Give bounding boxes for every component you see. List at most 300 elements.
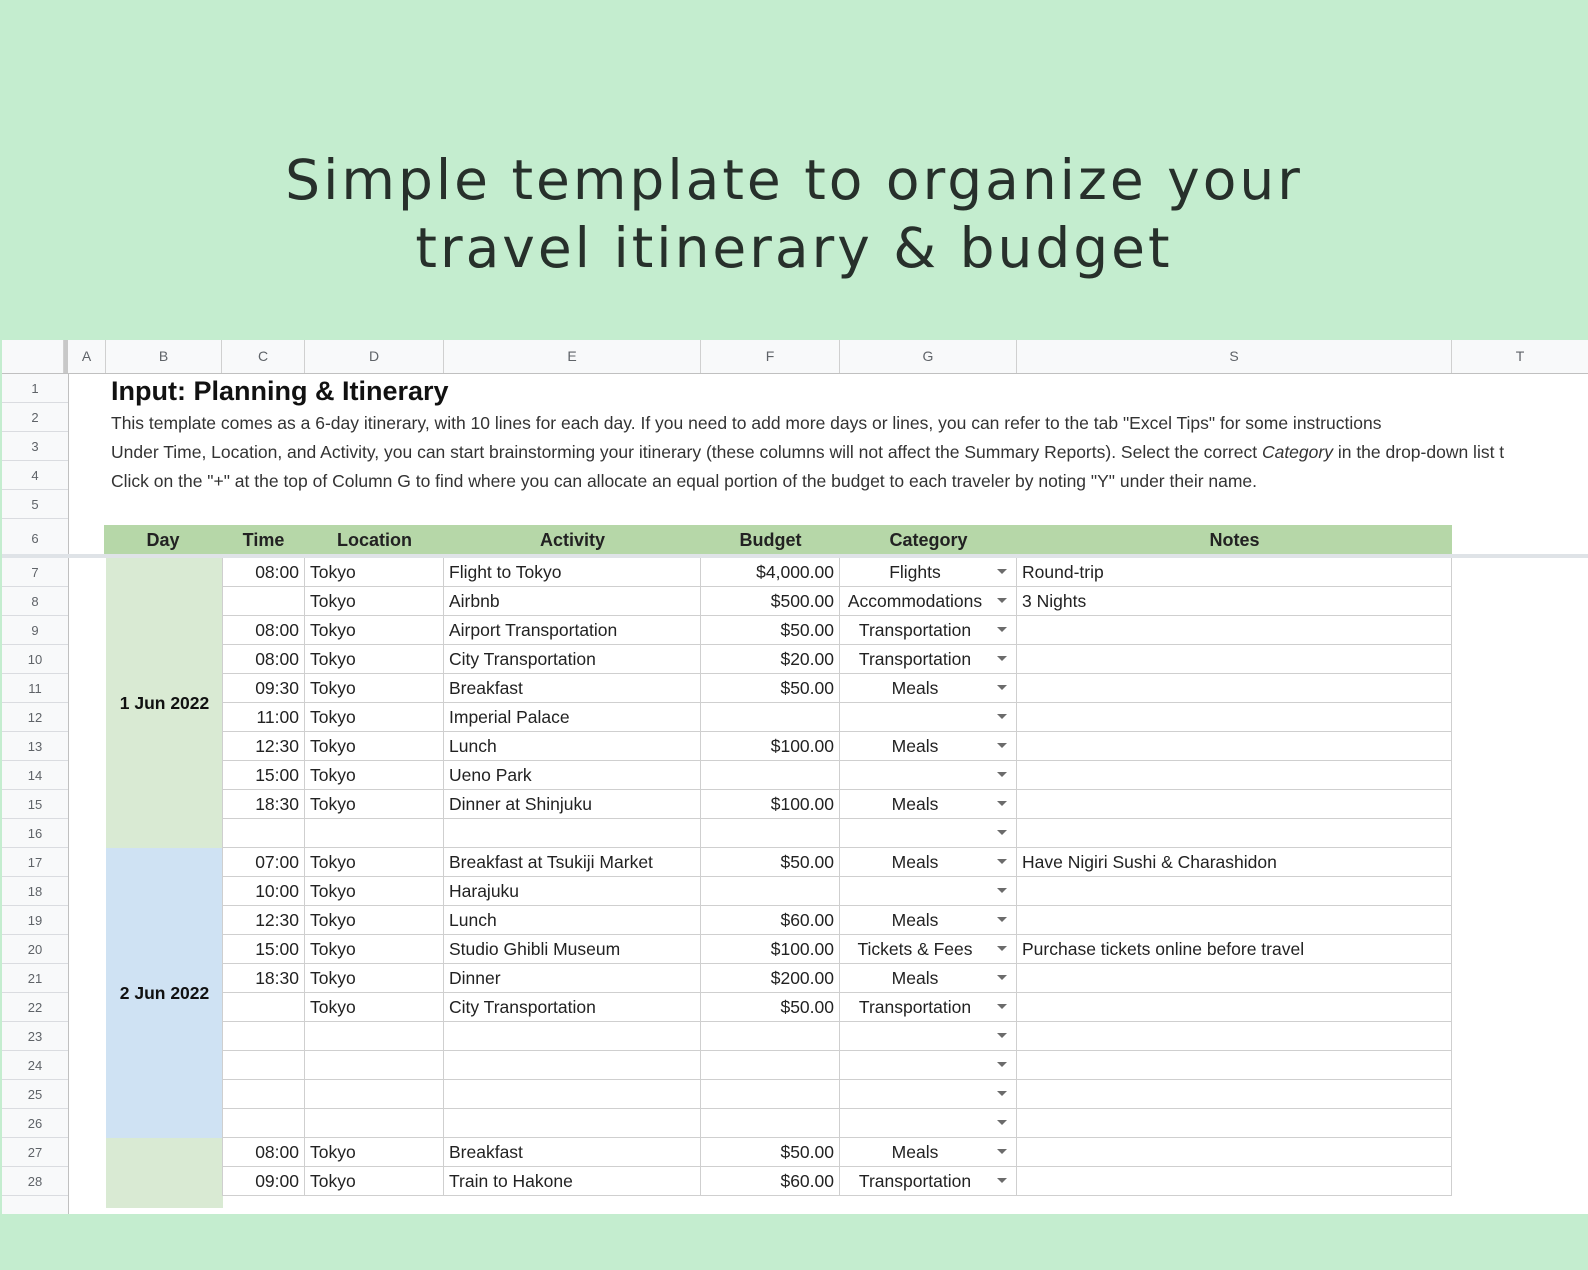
- category-dropdown[interactable]: [840, 819, 1017, 847]
- time-cell[interactable]: [222, 1022, 305, 1050]
- budget-cell-text: $500.00: [770, 591, 834, 611]
- time-cell-text: 15:00: [255, 765, 299, 785]
- category-dropdown[interactable]: [840, 906, 1017, 934]
- activity-cell[interactable]: [444, 1080, 701, 1108]
- notes-cell[interactable]: [1017, 1080, 1452, 1108]
- time-cell-text: 12:30: [255, 736, 299, 756]
- location-cell[interactable]: [305, 964, 444, 992]
- budget-cell[interactable]: [701, 1022, 840, 1050]
- location-cell[interactable]: [305, 1051, 444, 1079]
- category-dropdown[interactable]: [840, 848, 1017, 876]
- time-cell-text: 09:30: [255, 678, 299, 698]
- activity-cell[interactable]: [444, 1051, 701, 1079]
- dropdown-arrow-icon[interactable]: [997, 830, 1007, 835]
- table-row: [222, 790, 1452, 819]
- row-number[interactable]: 7: [2, 558, 68, 587]
- row-number[interactable]: 23: [2, 1022, 68, 1051]
- time-cell-text: 09:00: [255, 1171, 299, 1191]
- dropdown-arrow-icon[interactable]: [997, 1149, 1007, 1154]
- budget-cell[interactable]: [701, 616, 840, 644]
- budget-cell[interactable]: [701, 1167, 840, 1195]
- activity-cell-text: Breakfast: [449, 678, 523, 698]
- location-cell[interactable]: [305, 587, 444, 615]
- table-row: [222, 848, 1452, 877]
- budget-cell[interactable]: [701, 1080, 840, 1108]
- location-cell-text: Tokyo: [310, 736, 356, 756]
- budget-cell[interactable]: [701, 993, 840, 1021]
- location-cell[interactable]: [305, 674, 444, 702]
- budget-cell[interactable]: [701, 587, 840, 615]
- activity-cell-text: City Transportation: [449, 997, 596, 1017]
- column-header-f[interactable]: F: [701, 340, 840, 373]
- notes-cell[interactable]: [1017, 906, 1452, 934]
- table-row: [222, 587, 1452, 616]
- notes-cell[interactable]: [1017, 964, 1452, 992]
- budget-cell-text: $20.00: [780, 649, 834, 669]
- activity-cell-text: City Transportation: [449, 649, 596, 669]
- budget-cell[interactable]: [701, 935, 840, 963]
- budget-cell[interactable]: [701, 819, 840, 847]
- activity-cell[interactable]: [444, 1109, 701, 1137]
- time-cell[interactable]: [222, 732, 305, 760]
- activity-cell-text: Airbnb: [449, 591, 500, 611]
- location-cell-text: Tokyo: [310, 649, 356, 669]
- location-cell[interactable]: [305, 1022, 444, 1050]
- location-cell-text: Tokyo: [310, 562, 356, 582]
- location-cell-text: Tokyo: [310, 1171, 356, 1191]
- header-activity[interactable]: Activity: [444, 525, 701, 555]
- category-dropdown[interactable]: [840, 1080, 1017, 1108]
- activity-cell[interactable]: [444, 935, 701, 963]
- time-cell[interactable]: [222, 703, 305, 731]
- location-cell[interactable]: [305, 877, 444, 905]
- category-dropdown-text: Tickets & Fees: [857, 939, 973, 959]
- category-dropdown-text: Accommodations: [847, 591, 983, 611]
- time-cell[interactable]: [222, 645, 305, 673]
- instruction-line-3: Under Time, Location, and Activity, you can start brainstorming your itinerary (these columns will not affect the Summary Reports). Select the correct Category in the drop-down list t: [111, 442, 1505, 462]
- row-number[interactable]: 21: [2, 964, 68, 993]
- row-number[interactable]: 8: [2, 587, 68, 616]
- day-cell[interactable]: [106, 1138, 223, 1208]
- notes-cell[interactable]: [1017, 558, 1452, 586]
- row-number[interactable]: 16: [2, 819, 68, 848]
- category-dropdown[interactable]: [840, 1138, 1017, 1166]
- activity-cell-text: Imperial Palace: [449, 707, 570, 727]
- activity-cell[interactable]: [444, 819, 701, 847]
- row-number[interactable]: 22: [2, 993, 68, 1022]
- time-cell[interactable]: [222, 906, 305, 934]
- instruction-line-4: Click on the "+" at the top of Column G to find where you can allocate an equal portion of the budget to each traveler by noting "Y" under their name.: [111, 471, 1258, 491]
- category-dropdown[interactable]: [840, 790, 1017, 818]
- dropdown-arrow-icon[interactable]: [997, 1033, 1007, 1038]
- budget-cell-text: $4,000.00: [756, 562, 834, 582]
- row-number[interactable]: 11: [2, 674, 68, 703]
- notes-cell-text: Have Nigiri Sushi & Charashidon: [1022, 852, 1277, 872]
- notes-cell[interactable]: [1017, 761, 1452, 789]
- time-cell-text: 11:00: [256, 707, 299, 727]
- activity-cell[interactable]: [444, 964, 701, 992]
- column-header-bar: [2, 340, 1588, 374]
- row-number[interactable]: 5: [2, 490, 68, 519]
- column-header-a[interactable]: A: [68, 340, 106, 373]
- activity-cell[interactable]: [444, 1167, 701, 1195]
- table-row: [222, 558, 1452, 587]
- category-dropdown-text: Transportation: [858, 620, 972, 640]
- time-cell[interactable]: [222, 964, 305, 992]
- location-cell-text: Tokyo: [310, 765, 356, 785]
- time-cell-text: 10:00: [255, 881, 299, 901]
- activity-cell[interactable]: [444, 1022, 701, 1050]
- table-row: [222, 993, 1452, 1022]
- category-dropdown[interactable]: [840, 674, 1017, 702]
- row-number[interactable]: 14: [2, 761, 68, 790]
- table-row: [222, 1138, 1452, 1167]
- location-cell[interactable]: [305, 819, 444, 847]
- dropdown-arrow-icon[interactable]: [997, 743, 1007, 748]
- location-cell[interactable]: [305, 906, 444, 934]
- category-dropdown[interactable]: [840, 1109, 1017, 1137]
- budget-cell[interactable]: [701, 964, 840, 992]
- dropdown-arrow-icon[interactable]: [997, 1120, 1007, 1125]
- activity-cell[interactable]: [444, 1138, 701, 1166]
- notes-cell-text: Round-trip: [1022, 562, 1104, 582]
- category-dropdown-text: Meals: [891, 910, 939, 930]
- time-cell[interactable]: [222, 790, 305, 818]
- category-dropdown[interactable]: [840, 877, 1017, 905]
- dropdown-arrow-icon[interactable]: [997, 656, 1007, 661]
- dropdown-arrow-icon[interactable]: [997, 569, 1007, 574]
- category-dropdown-text: Transportation: [858, 1171, 972, 1191]
- notes-cell[interactable]: [1017, 732, 1452, 760]
- location-cell-text: Tokyo: [310, 881, 356, 901]
- activity-cell[interactable]: [444, 616, 701, 644]
- notes-cell[interactable]: [1017, 1138, 1452, 1166]
- activity-cell[interactable]: [444, 906, 701, 934]
- dropdown-arrow-icon[interactable]: [997, 801, 1007, 806]
- budget-cell[interactable]: [701, 732, 840, 760]
- notes-cell[interactable]: [1017, 645, 1452, 673]
- budget-cell[interactable]: [701, 790, 840, 818]
- activity-cell-text: Dinner: [449, 968, 501, 988]
- table-row: [222, 906, 1452, 935]
- row-number[interactable]: 17: [2, 848, 68, 877]
- notes-cell-text: Purchase tickets online before travel: [1022, 939, 1305, 959]
- row-number[interactable]: 3: [2, 432, 68, 461]
- time-cell[interactable]: [222, 877, 305, 905]
- header-budget[interactable]: Budget: [701, 525, 840, 555]
- row-number[interactable]: 15: [2, 790, 68, 819]
- time-cell[interactable]: [222, 848, 305, 876]
- dropdown-arrow-icon[interactable]: [997, 946, 1007, 951]
- location-cell[interactable]: [305, 790, 444, 818]
- table-row: [222, 935, 1452, 964]
- dropdown-arrow-icon[interactable]: [997, 1091, 1007, 1096]
- category-dropdown[interactable]: [840, 732, 1017, 760]
- location-cell-text: Tokyo: [310, 707, 356, 727]
- dropdown-arrow-icon[interactable]: [997, 627, 1007, 632]
- budget-cell-text: $50.00: [780, 852, 834, 872]
- time-cell[interactable]: [222, 558, 305, 586]
- category-dropdown[interactable]: [840, 645, 1017, 673]
- activity-cell[interactable]: [444, 761, 701, 789]
- notes-cell[interactable]: [1017, 848, 1452, 876]
- column-header-t[interactable]: T: [1515, 348, 1525, 364]
- budget-cell-text: $100.00: [770, 794, 834, 814]
- budget-cell-text: $50.00: [780, 997, 834, 1017]
- location-cell[interactable]: [305, 616, 444, 644]
- dropdown-arrow-icon[interactable]: [997, 1004, 1007, 1009]
- location-cell[interactable]: [305, 732, 444, 760]
- time-cell[interactable]: [222, 674, 305, 702]
- category-dropdown[interactable]: [840, 1022, 1017, 1050]
- activity-cell[interactable]: [444, 674, 701, 702]
- location-cell-text: Tokyo: [310, 794, 356, 814]
- column-header-d[interactable]: D: [305, 340, 444, 373]
- activity-cell-text: Breakfast at Tsukiji Market: [449, 852, 653, 872]
- budget-cell[interactable]: [701, 1138, 840, 1166]
- notes-cell[interactable]: [1017, 790, 1452, 818]
- location-cell-text: Tokyo: [310, 852, 356, 872]
- row-number[interactable]: 9: [2, 616, 68, 645]
- footer-band: [0, 1214, 1588, 1270]
- time-cell[interactable]: [222, 1109, 305, 1137]
- location-cell[interactable]: [305, 993, 444, 1021]
- column-header-c[interactable]: C: [222, 340, 305, 373]
- headline-line-1: Simple template to organize your: [285, 148, 1303, 212]
- table-row: [222, 1109, 1452, 1138]
- table-row: [222, 616, 1452, 645]
- row-number[interactable]: 10: [2, 645, 68, 674]
- category-dropdown[interactable]: [840, 1051, 1017, 1079]
- budget-cell[interactable]: [701, 1109, 840, 1137]
- time-cell[interactable]: [222, 1080, 305, 1108]
- table-row: [222, 1051, 1452, 1080]
- notes-cell[interactable]: [1017, 935, 1452, 963]
- dropdown-arrow-icon[interactable]: [997, 859, 1007, 864]
- row-number[interactable]: 18: [2, 877, 68, 906]
- time-cell[interactable]: [222, 1167, 305, 1195]
- dropdown-arrow-icon[interactable]: [997, 888, 1007, 893]
- column-header-g[interactable]: G: [840, 340, 1017, 373]
- category-dropdown-text: Meals: [891, 678, 939, 698]
- category-dropdown[interactable]: [840, 558, 1017, 586]
- budget-cell[interactable]: [701, 761, 840, 789]
- notes-cell[interactable]: [1017, 1022, 1452, 1050]
- header-notes[interactable]: Notes: [1017, 525, 1452, 555]
- day-cell[interactable]: 2 Jun 2022: [106, 848, 223, 1138]
- table-row: [222, 1022, 1452, 1051]
- activity-cell[interactable]: [444, 877, 701, 905]
- row-number[interactable]: 6: [2, 519, 68, 558]
- row-number[interactable]: 27: [2, 1138, 68, 1167]
- category-dropdown[interactable]: [840, 993, 1017, 1021]
- activity-cell[interactable]: [444, 993, 701, 1021]
- budget-cell-text: $60.00: [780, 1171, 834, 1191]
- time-cell-text: 08:00: [255, 649, 299, 669]
- time-cell-text: 07:00: [255, 852, 299, 872]
- row-number[interactable]: 12: [2, 703, 68, 732]
- header-time[interactable]: Time: [222, 525, 305, 555]
- activity-cell[interactable]: [444, 703, 701, 731]
- activity-cell-text: Lunch: [449, 736, 497, 756]
- time-cell[interactable]: [222, 616, 305, 644]
- day-cell[interactable]: 1 Jun 2022: [106, 558, 223, 848]
- location-cell-text: Tokyo: [310, 997, 356, 1017]
- activity-cell-text: Train to Hakone: [449, 1171, 573, 1191]
- budget-cell-text: $60.00: [780, 910, 834, 930]
- time-cell[interactable]: [222, 1138, 305, 1166]
- category-dropdown-text: Transportation: [858, 649, 972, 669]
- category-dropdown[interactable]: [840, 964, 1017, 992]
- location-cell-text: Tokyo: [310, 620, 356, 640]
- location-cell[interactable]: [305, 558, 444, 586]
- location-cell[interactable]: [305, 1080, 444, 1108]
- activity-cell[interactable]: [444, 558, 701, 586]
- spreadsheet: [2, 340, 1588, 1214]
- row-number[interactable]: 2: [2, 403, 68, 432]
- table-row: [222, 1080, 1452, 1109]
- budget-cell[interactable]: [701, 674, 840, 702]
- column-header-s[interactable]: S: [1017, 340, 1452, 373]
- budget-cell-text: $100.00: [770, 736, 834, 756]
- notes-cell[interactable]: [1017, 587, 1452, 615]
- time-cell-text: 15:00: [255, 939, 299, 959]
- notes-cell[interactable]: [1017, 877, 1452, 905]
- notes-cell[interactable]: [1017, 1109, 1452, 1137]
- budget-cell[interactable]: [701, 703, 840, 731]
- row-number[interactable]: 24: [2, 1051, 68, 1080]
- location-cell-text: Tokyo: [310, 678, 356, 698]
- time-cell-text: 08:00: [255, 562, 299, 582]
- column-header-b[interactable]: B: [106, 340, 222, 373]
- row-number[interactable]: 25: [2, 1080, 68, 1109]
- time-cell[interactable]: [222, 993, 305, 1021]
- dropdown-arrow-icon[interactable]: [997, 685, 1007, 690]
- location-cell-text: Tokyo: [310, 591, 356, 611]
- location-cell-text: Tokyo: [310, 968, 356, 988]
- notes-cell[interactable]: [1017, 616, 1452, 644]
- notes-cell[interactable]: [1017, 1051, 1452, 1079]
- category-dropdown-text: Meals: [891, 968, 939, 988]
- location-cell[interactable]: [305, 935, 444, 963]
- activity-cell[interactable]: [444, 645, 701, 673]
- notes-cell[interactable]: [1017, 703, 1452, 731]
- budget-cell[interactable]: [701, 848, 840, 876]
- budget-cell[interactable]: [701, 1051, 840, 1079]
- category-dropdown-text: Flights: [889, 562, 941, 582]
- activity-cell[interactable]: [444, 732, 701, 760]
- category-dropdown[interactable]: [840, 1167, 1017, 1195]
- notes-cell[interactable]: [1017, 1167, 1452, 1195]
- header-category[interactable]: Category: [840, 525, 1017, 555]
- time-cell[interactable]: [222, 935, 305, 963]
- dropdown-arrow-icon[interactable]: [997, 975, 1007, 980]
- category-dropdown-text: Meals: [891, 736, 939, 756]
- table-row: [222, 732, 1452, 761]
- budget-cell-text: $200.00: [770, 968, 834, 988]
- time-cell-text: 18:30: [255, 968, 299, 988]
- activity-cell-text: Dinner at Shinjuku: [449, 794, 592, 814]
- notes-cell-text: 3 Nights: [1022, 591, 1087, 611]
- column-header-e[interactable]: E: [444, 340, 701, 373]
- category-dropdown[interactable]: [840, 935, 1017, 963]
- activity-cell-text: Studio Ghibli Museum: [449, 939, 621, 959]
- location-cell[interactable]: [305, 1167, 444, 1195]
- row-header-bar: [2, 374, 69, 1214]
- activity-cell-text: Flight to Tokyo: [449, 562, 562, 582]
- category-dropdown[interactable]: [840, 587, 1017, 615]
- budget-cell[interactable]: [701, 558, 840, 586]
- location-cell[interactable]: [305, 645, 444, 673]
- location-cell-text: Tokyo: [310, 1142, 356, 1162]
- table-row: [222, 819, 1452, 848]
- time-cell-text: 08:00: [255, 1142, 299, 1162]
- table-row: [222, 1167, 1452, 1196]
- activity-cell[interactable]: [444, 790, 701, 818]
- instruction-line-2: This template comes as a 6-day itinerary, with 10 lines for each day. If you need to add more days or lines, you can refer to the tab "Excel Tips" for some instructions: [111, 413, 1382, 433]
- row-number[interactable]: 20: [2, 935, 68, 964]
- dropdown-arrow-icon[interactable]: [997, 714, 1007, 719]
- time-cell-text: 18:30: [255, 794, 299, 814]
- table-row: [222, 877, 1452, 906]
- activity-cell[interactable]: [444, 587, 701, 615]
- location-cell[interactable]: [305, 848, 444, 876]
- notes-cell[interactable]: [1017, 993, 1452, 1021]
- row-number[interactable]: 19: [2, 906, 68, 935]
- notes-cell[interactable]: [1017, 819, 1452, 847]
- category-dropdown[interactable]: [840, 703, 1017, 731]
- category-dropdown[interactable]: [840, 761, 1017, 789]
- dropdown-arrow-icon[interactable]: [997, 917, 1007, 922]
- category-dropdown[interactable]: [840, 616, 1017, 644]
- category-dropdown-text: Transportation: [858, 997, 972, 1017]
- select-all-corner[interactable]: [2, 340, 64, 373]
- row-number[interactable]: 26: [2, 1109, 68, 1138]
- dropdown-arrow-icon[interactable]: [997, 1062, 1007, 1067]
- time-cell[interactable]: [222, 761, 305, 789]
- location-cell[interactable]: [305, 1109, 444, 1137]
- dropdown-arrow-icon[interactable]: [997, 598, 1007, 603]
- notes-cell[interactable]: [1017, 674, 1452, 702]
- time-cell[interactable]: [222, 1051, 305, 1079]
- budget-cell-text: $50.00: [780, 1142, 834, 1162]
- row-number[interactable]: 4: [2, 461, 68, 490]
- table-row: [222, 674, 1452, 703]
- activity-cell-text: Lunch: [449, 910, 497, 930]
- category-dropdown-text: Meals: [891, 852, 939, 872]
- location-cell[interactable]: [305, 1138, 444, 1166]
- dropdown-arrow-icon[interactable]: [997, 1178, 1007, 1183]
- activity-cell-text: Ueno Park: [449, 765, 532, 785]
- row-number[interactable]: 1: [2, 374, 68, 403]
- headline: [0, 146, 1588, 282]
- time-cell[interactable]: [222, 587, 305, 615]
- time-cell[interactable]: [222, 819, 305, 847]
- location-cell[interactable]: [305, 703, 444, 731]
- budget-cell[interactable]: [701, 877, 840, 905]
- row-number[interactable]: 28: [2, 1167, 68, 1196]
- location-cell[interactable]: [305, 761, 444, 789]
- header-day[interactable]: Day: [104, 525, 222, 555]
- budget-cell[interactable]: [701, 906, 840, 934]
- budget-cell-text: $100.00: [770, 939, 834, 959]
- activity-cell[interactable]: [444, 848, 701, 876]
- dropdown-arrow-icon[interactable]: [997, 772, 1007, 777]
- header-location[interactable]: Location: [305, 525, 444, 555]
- row-number[interactable]: 13: [2, 732, 68, 761]
- time-cell-text: 12:30: [255, 910, 299, 930]
- budget-cell[interactable]: [701, 645, 840, 673]
